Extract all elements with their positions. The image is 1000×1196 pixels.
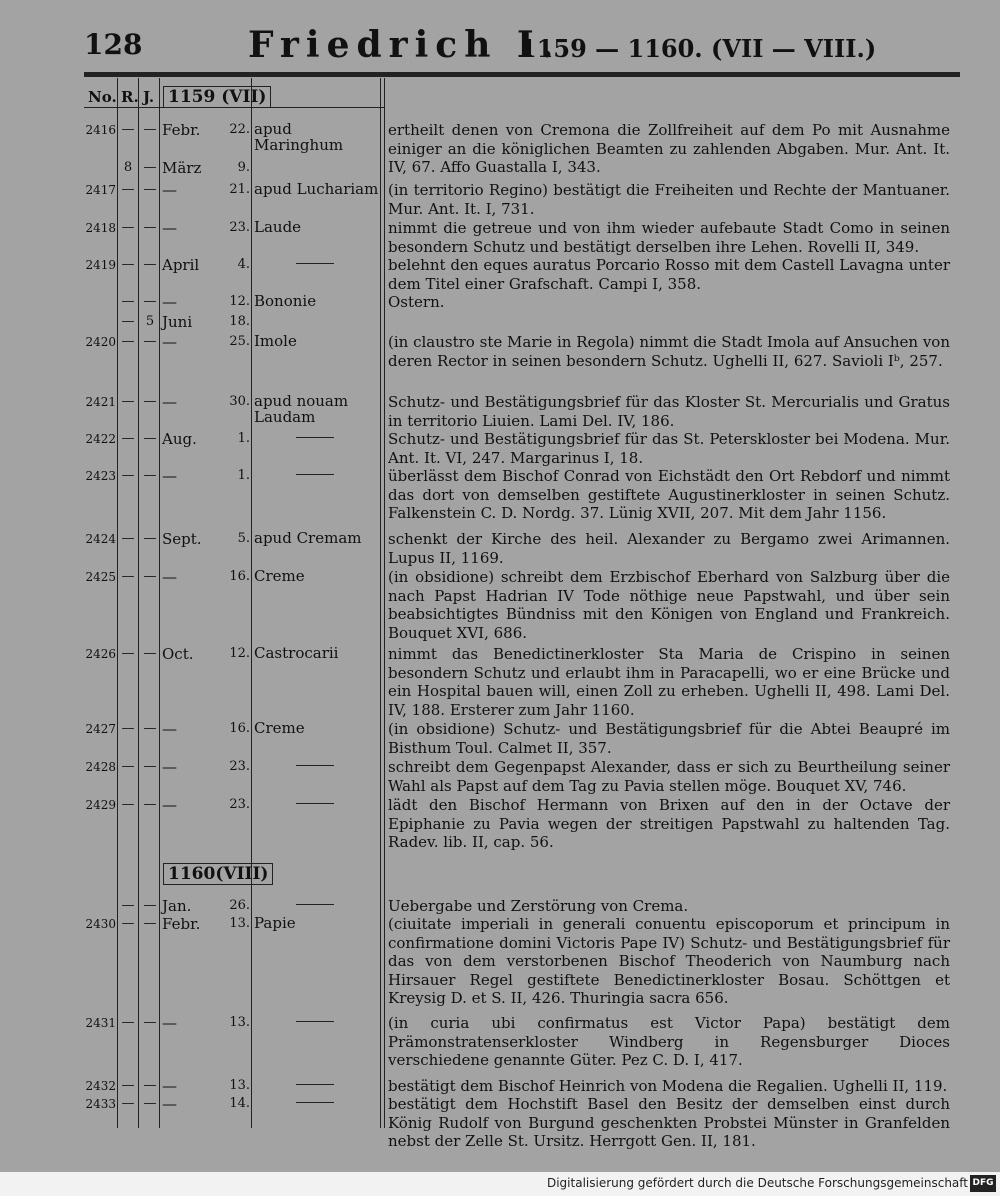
month: April: [162, 256, 200, 274]
entry-text: ertheilt denen von Cremona die Zollfreiheit auf dem Po mit Ausnahme einiger an die königlichen Beamten zu zahlenden Abgaben. Mur. Ant. It. IV, 67. Affo Guastalla I, 343.: [388, 121, 950, 176]
ditto-dash: [296, 904, 334, 905]
j-mark: —: [143, 1096, 157, 1111]
place: Laude: [254, 218, 302, 236]
place: Papie: [254, 914, 296, 932]
day: 1.: [237, 468, 250, 483]
month: —: [162, 293, 177, 311]
day: 1.: [237, 431, 250, 446]
column-divider: [384, 78, 385, 1128]
month: Febr.: [162, 915, 201, 933]
r-mark: —: [121, 759, 135, 774]
column-divider: [251, 78, 252, 1128]
entry-text: (in obsidione) Schutz- und Bestätigungsbrief für die Abtei Beaupré im Bisthum Toul. Calmet II, 357.: [388, 720, 950, 757]
day: 21.: [229, 182, 250, 197]
page-header: [0, 22, 1000, 72]
day: 18.: [229, 314, 250, 329]
place: Bononie: [254, 292, 317, 310]
month: —: [162, 1095, 177, 1113]
month: Aug.: [162, 430, 197, 448]
entry-text: nimmt die getreue und von ihm wieder aufebaute Stadt Como in seinen besondern Schutz und bestätigt derselben ihre Lehen. Rovelli II, 349.: [388, 219, 950, 256]
footer-bar: [0, 1172, 1000, 1196]
r-mark: —: [121, 394, 135, 409]
entry-text: schenkt der Kirche des heil. Alexander zu Bergamo zwei Arimannen. Lupus II, 1169.: [388, 530, 950, 567]
day: 16.: [229, 569, 250, 584]
page-number: 128: [84, 28, 143, 61]
ditto-dash: [296, 1084, 334, 1085]
month: —: [162, 393, 177, 411]
entry-text: (in claustro ste Marie in Regola) nimmt die Stadt Imola auf Ansuchen von deren Rector in seinen besondern Schutz. Ughelli II, 627. Savioli Iᵇ, 257.: [388, 333, 950, 370]
j-mark: —: [143, 160, 157, 175]
r-mark: —: [121, 468, 135, 483]
header-rule: [84, 72, 960, 77]
j-mark: 5: [145, 314, 155, 329]
day: 25.: [229, 334, 250, 349]
day: 9.: [237, 160, 250, 175]
month: —: [162, 181, 177, 199]
j-mark: —: [143, 531, 157, 546]
entry-text: Uebergabe und Zerstörung von Crema.: [388, 897, 689, 915]
place: Castrocarii: [254, 644, 339, 662]
place: apud Maringhum: [254, 120, 344, 154]
entry-number: 2419: [85, 258, 116, 272]
month: März: [162, 159, 202, 177]
entry-number: 2433: [85, 1097, 116, 1111]
entry-number: 2423: [85, 469, 116, 483]
place: Creme: [254, 567, 305, 585]
month: —: [162, 1077, 177, 1095]
r-mark: —: [121, 314, 135, 329]
r-mark: —: [121, 1015, 135, 1030]
entry-number: 2432: [85, 1079, 116, 1093]
year-heading-1159: 1159 (VII): [163, 86, 271, 108]
page-years: 1159 — 1160. (VII — VIII.): [520, 34, 877, 63]
entry-number: 2428: [85, 760, 116, 774]
month: Juni: [162, 313, 193, 331]
month: —: [162, 1014, 177, 1032]
r-mark: —: [121, 122, 135, 137]
entry-text: (ciuitate imperiali in generali conuentu episcoporum et principum in confirmatione domini Victoris Pape IV) Schutz- und Bestätigungsbrief für das von dem verstorbenen Bischof Theoderich von Naumburg nach Hirsauer Regel gestiftete Benedictinerkloster Bosau. Schöttgen et Kreysig D. et S. II, 426. Thuringia sacra 656.: [388, 915, 950, 1007]
entry-text: lädt den Bischof Hermann von Brixen auf den in der Octave der Epiphanie zu Pavia wegen der streitigen Papstwahl zu haltenden Tag. Radev. lib. II, cap. 56.: [388, 796, 950, 851]
j-mark: —: [143, 898, 157, 913]
ditto-dash: [296, 1021, 334, 1022]
entry-number: 2431: [85, 1016, 116, 1030]
j-mark: —: [143, 646, 157, 661]
entry-number: 2416: [85, 123, 116, 137]
j-mark: —: [143, 721, 157, 736]
entry-number: 2421: [85, 395, 116, 409]
r-mark: —: [121, 916, 135, 931]
dfg-logo: DFG: [970, 1175, 996, 1192]
j-mark: —: [143, 468, 157, 483]
r-mark: —: [121, 220, 135, 235]
column-divider: [138, 78, 139, 1128]
entry-text: (in obsidione) schreibt dem Erzbischof Eberhard von Salzburg über die nach Papst Hadrian IV Tode nöthige neue Papstwahl, und über sein beabsichtigtes Bündniss mit den Königen von England und Frankreich. Bouquet XVI, 686.: [388, 568, 950, 642]
j-mark: —: [143, 797, 157, 812]
day: 12.: [229, 646, 250, 661]
ditto-dash: [296, 803, 334, 804]
entry-number: 2424: [85, 532, 116, 546]
r-mark: —: [121, 431, 135, 446]
j-mark: —: [143, 122, 157, 137]
ditto-dash: [296, 263, 334, 264]
j-mark: —: [143, 569, 157, 584]
j-mark: —: [143, 1015, 157, 1030]
footer-credit: Digitalisierung gefördert durch die Deutsche Forschungsgemeinschaft: [546, 1176, 968, 1190]
day: 13.: [229, 1015, 250, 1030]
j-mark: —: [143, 431, 157, 446]
entry-text: nimmt das Benedictinerkloster Sta Maria de Crispino in seinen besondern Schutz und erlaubt ihm in Paracapelli, wo er eine Brücke und ein Hospital bauen will, einen Zoll zu erheben. Ughelli II, 498. Lami Del. IV, 188. Ersterer zum Jahr 1160.: [388, 645, 950, 719]
j-mark: —: [143, 759, 157, 774]
place: apud nouam Laudam: [254, 392, 349, 426]
year-heading-1160: 1160(VIII): [163, 863, 273, 885]
entry-number: 2422: [85, 432, 116, 446]
day: 23.: [229, 759, 250, 774]
month: Jan.: [162, 897, 192, 915]
month: Febr.: [162, 121, 201, 139]
place: apud Luchariam: [254, 180, 379, 198]
r-mark: —: [121, 531, 135, 546]
month: —: [162, 796, 177, 814]
entry-text: (in territorio Regino) bestätigt die Freiheiten und Rechte der Mantuaner. Mur. Ant. It. I, 731.: [388, 181, 950, 218]
place: Imole: [254, 332, 297, 350]
entry-text: Schutz- und Bestätigungsbrief für das Kloster St. Mercurialis und Gratus in territorio Liuien. Lami Del. IV, 186.: [388, 393, 950, 430]
month: Oct.: [162, 645, 194, 663]
month: —: [162, 720, 177, 738]
entry-number: 2429: [85, 798, 116, 812]
month: —: [162, 568, 177, 586]
r-mark: —: [121, 294, 135, 309]
month: —: [162, 219, 177, 237]
ditto-dash: [296, 1102, 334, 1103]
ditto-dash: [296, 474, 334, 475]
entry-text: (in curia ubi confirmatus est Victor Papa) bestätigt dem Prämonstratenserkloster Windberg in Regensburger Dioces verschiedene genannte Güter. Pez C. D. I, 417.: [388, 1014, 950, 1069]
j-mark: —: [143, 257, 157, 272]
day: 5.: [237, 531, 250, 546]
r-mark: —: [121, 334, 135, 349]
place: Creme: [254, 719, 305, 737]
entry-text: Ostern.: [388, 293, 445, 311]
day: 13.: [229, 1078, 250, 1093]
r-mark: —: [121, 646, 135, 661]
j-mark: —: [143, 916, 157, 931]
column-header-no: No.: [88, 88, 117, 106]
r-mark: —: [121, 898, 135, 913]
j-mark: —: [143, 334, 157, 349]
r-mark: 8: [123, 160, 133, 175]
column-header-r: R.: [121, 88, 139, 106]
month: —: [162, 758, 177, 776]
j-mark: —: [143, 1078, 157, 1093]
r-mark: —: [121, 1078, 135, 1093]
entry-text: bestätigt dem Bischof Heinrich von Modena die Regalien. Ughelli II, 119.: [388, 1077, 948, 1095]
entry-number: 2426: [85, 647, 116, 661]
month: —: [162, 333, 177, 351]
entry-number: 2430: [85, 917, 116, 931]
column-divider: [380, 78, 381, 1128]
r-mark: —: [121, 721, 135, 736]
entry-number: 2420: [85, 335, 116, 349]
column-header-j: J.: [143, 88, 155, 106]
entry-number: 2418: [85, 221, 116, 235]
j-mark: —: [143, 220, 157, 235]
day: 30.: [229, 394, 250, 409]
entry-text: bestätigt dem Hochstift Basel den Besitz der demselben einst durch König Rudolf von Burgund geschenkten Probstei Münster in Granfelden nebst der Zelle St. Ursitz. Herrgott Gen. II, 181.: [388, 1095, 950, 1150]
r-mark: —: [121, 182, 135, 197]
ditto-dash: [296, 437, 334, 438]
r-mark: —: [121, 257, 135, 272]
r-mark: —: [121, 1096, 135, 1111]
column-divider: [117, 78, 118, 1128]
r-mark: —: [121, 569, 135, 584]
day: 4.: [237, 257, 250, 272]
place: apud Cremam: [254, 529, 362, 547]
month: Sept.: [162, 530, 202, 548]
day: 14.: [229, 1096, 250, 1111]
month: —: [162, 467, 177, 485]
day: 23.: [229, 220, 250, 235]
j-mark: —: [143, 182, 157, 197]
entry-text: Schutz- und Bestätigungsbrief für das St. Peterskloster bei Modena. Mur. Ant. It. VI, 247. Margarinus I, 18.: [388, 430, 950, 467]
entry-number: 2427: [85, 722, 116, 736]
day: 23.: [229, 797, 250, 812]
column-divider: [159, 78, 160, 1128]
day: 16.: [229, 721, 250, 736]
entry-text: überlässt dem Bischof Conrad von Eichstädt den Ort Rebdorf und nimmt das dort von demselben gestiftete Augustinerkloster in seinen Schutz. Falkenstein C. D. Nordg. 37. Lünig XVII, 207. Mit dem Jahr 1156.: [388, 467, 950, 522]
entry-text: belehnt den eques auratus Porcario Rosso mit dem Castell Lavagna unter dem Titel einer Grafschaft. Campi I, 358.: [388, 256, 950, 293]
day: 12.: [229, 294, 250, 309]
entry-number: 2425: [85, 570, 116, 584]
day: 22.: [229, 122, 250, 137]
ditto-dash: [296, 765, 334, 766]
entry-number: 2417: [85, 183, 116, 197]
j-mark: —: [143, 294, 157, 309]
r-mark: —: [121, 797, 135, 812]
day: 13.: [229, 916, 250, 931]
j-mark: —: [143, 394, 157, 409]
page-title: Friedrich I.: [248, 24, 561, 66]
day: 26.: [229, 898, 250, 913]
entry-text: schreibt dem Gegenpapst Alexander, dass er sich zu Beurtheilung seiner Wahl als Papst auf dem Tag zu Pavia stellen möge. Bouquet XV, 746.: [388, 758, 950, 795]
